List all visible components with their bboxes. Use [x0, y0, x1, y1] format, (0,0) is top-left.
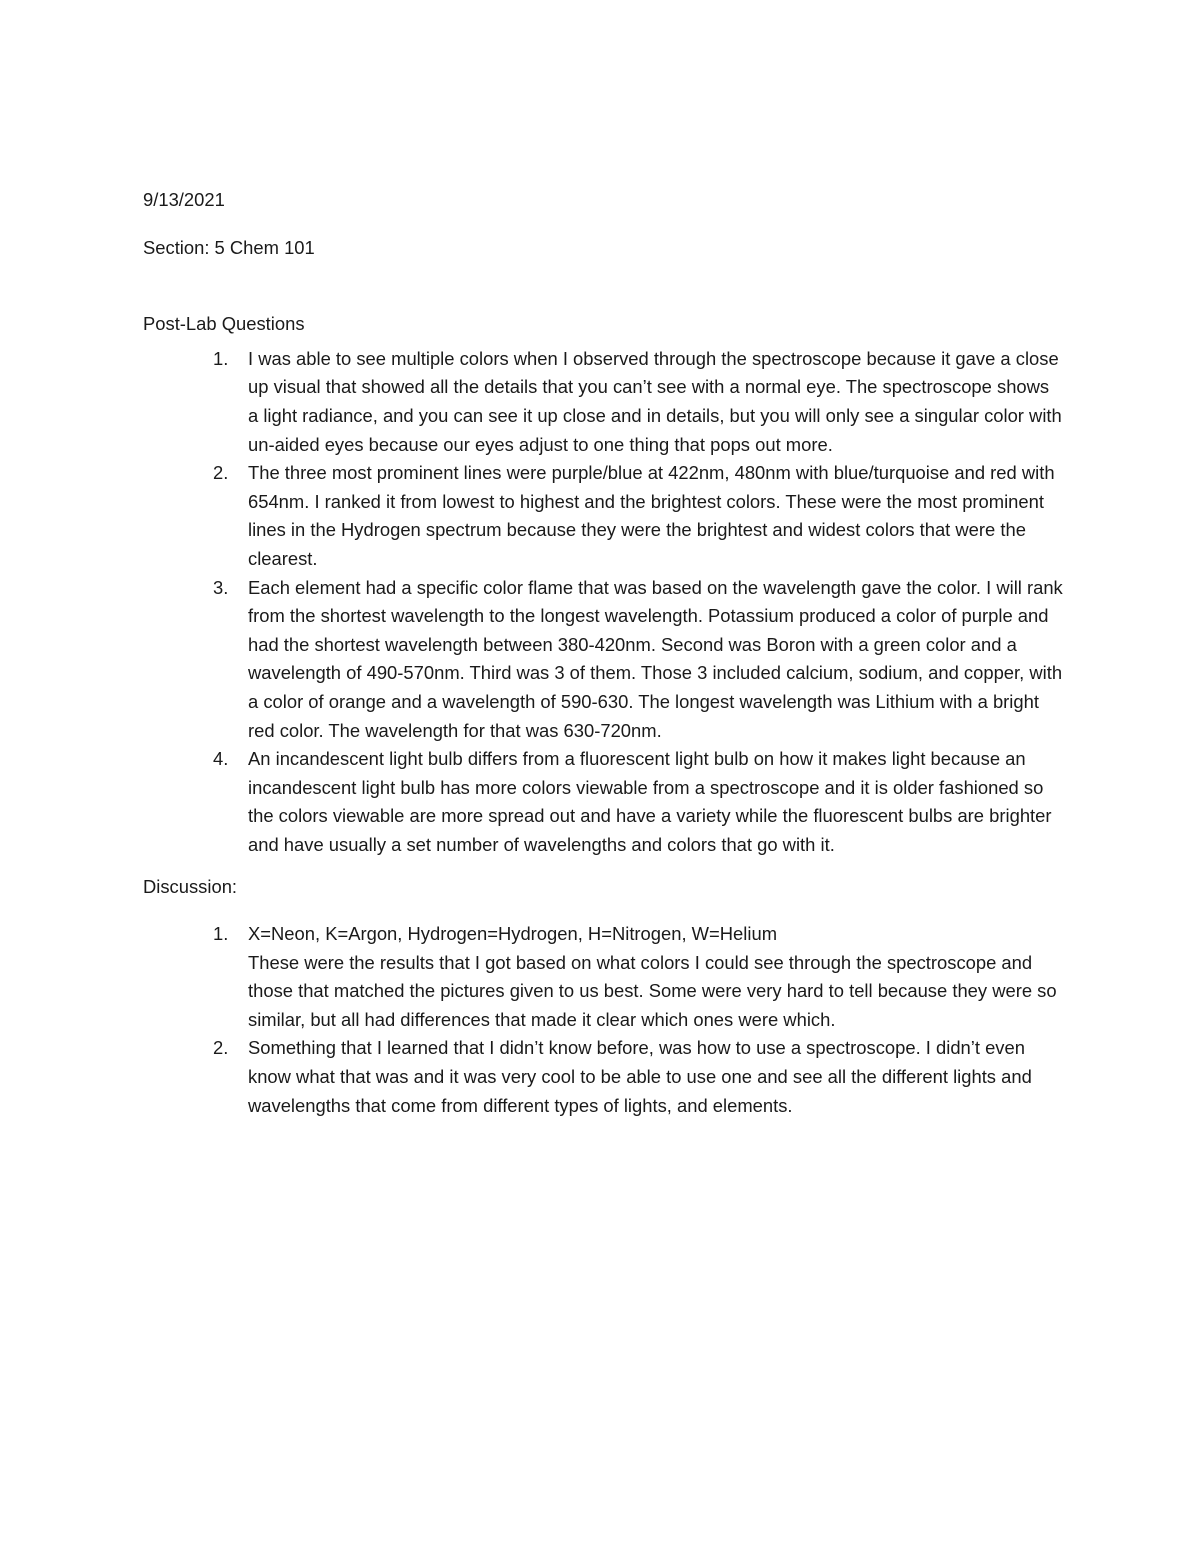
item-number: 4. [213, 748, 229, 770]
item-subtext: These were the results that I got based on what colors I could see through the spectroscope and those that matched the pictures given to us best. Some were very hard to tell because they were so similar, but all had differences that made it clear which ones were which. [248, 951, 1057, 1030]
discussion-heading: Discussion: [143, 876, 238, 898]
section-line: Section: 5 Chem 101 [143, 236, 315, 258]
post-lab-question-list [143, 345, 1063, 860]
post-lab-heading: Post-Lab Questions [143, 313, 305, 335]
item-text: I was able to see multiple colors when I observed through the spectroscope because it gave a close up visual that showed all the details that you can’t see with a normal eye. The spectroscope shows a light radiance, and you can see it up close and in details, but you will only see a singular color with un-aided eyes because our eyes adjust to one thing that pops out more. [248, 347, 1062, 455]
item-number: 2. [213, 462, 229, 484]
item-text: X=Neon, K=Argon, Hydrogen=Hydrogen, H=Nitrogen, W=Helium [248, 923, 778, 945]
list-item [143, 345, 1063, 459]
list-item [143, 459, 1063, 573]
item-text: The three most prominent lines were purple/blue at 422nm, 480nm with blue/turquoise and red with 654nm. I ranked it from lowest to highest and the brightest colors. These were the most prominent lines in the Hydrogen spectrum because they were the brightest and widest colors that were the clearest. [248, 462, 1055, 569]
list-item [143, 574, 1063, 746]
item-text: Something that I learned that I didn’t know before, was how to use a spectroscope. I didn’t even know what that was and it was very cool to be able to use one and see all the different lights and wavelengths that come from different types of lights, and elements. [248, 1037, 1032, 1116]
item-number: 1. [213, 347, 229, 369]
item-number: 3. [213, 576, 229, 598]
item-number: 2. [213, 1037, 229, 1059]
document-body [143, 186, 1063, 1120]
list-item [143, 920, 1063, 1034]
discussion-list [143, 920, 1063, 1120]
list-item [143, 745, 1063, 859]
date-line: 9/13/2021 [143, 189, 225, 210]
item-text: Each element had a specific color flame that was based on the wavelength gave the color. I will rank from the shortest wavelength to the longest wavelength. Potassium produced a color of purple and had the shortest wavelength between 380-420nm. Second was Boron with a green color and a wavelength of 490-570nm. Third was 3 of them. Those 3 included calcium, sodium, and copper, with a color of orange and a wavelength of 590-630. The longest wavelength was Lithium with a bright red color. The wavelength for that was 630-720nm. [248, 576, 1063, 741]
item-text: An incandescent light bulb differs from a fluorescent light bulb on how it makes light because an incandescent light bulb has more colors viewable from a spectroscope and it is older fashioned so the colors viewable are more spread out and have a variety while the fluorescent bulbs are brighter and have usually a set number of wavelengths and colors that go with it. [248, 748, 1052, 855]
list-item [143, 1034, 1063, 1120]
item-number: 1. [213, 923, 229, 945]
